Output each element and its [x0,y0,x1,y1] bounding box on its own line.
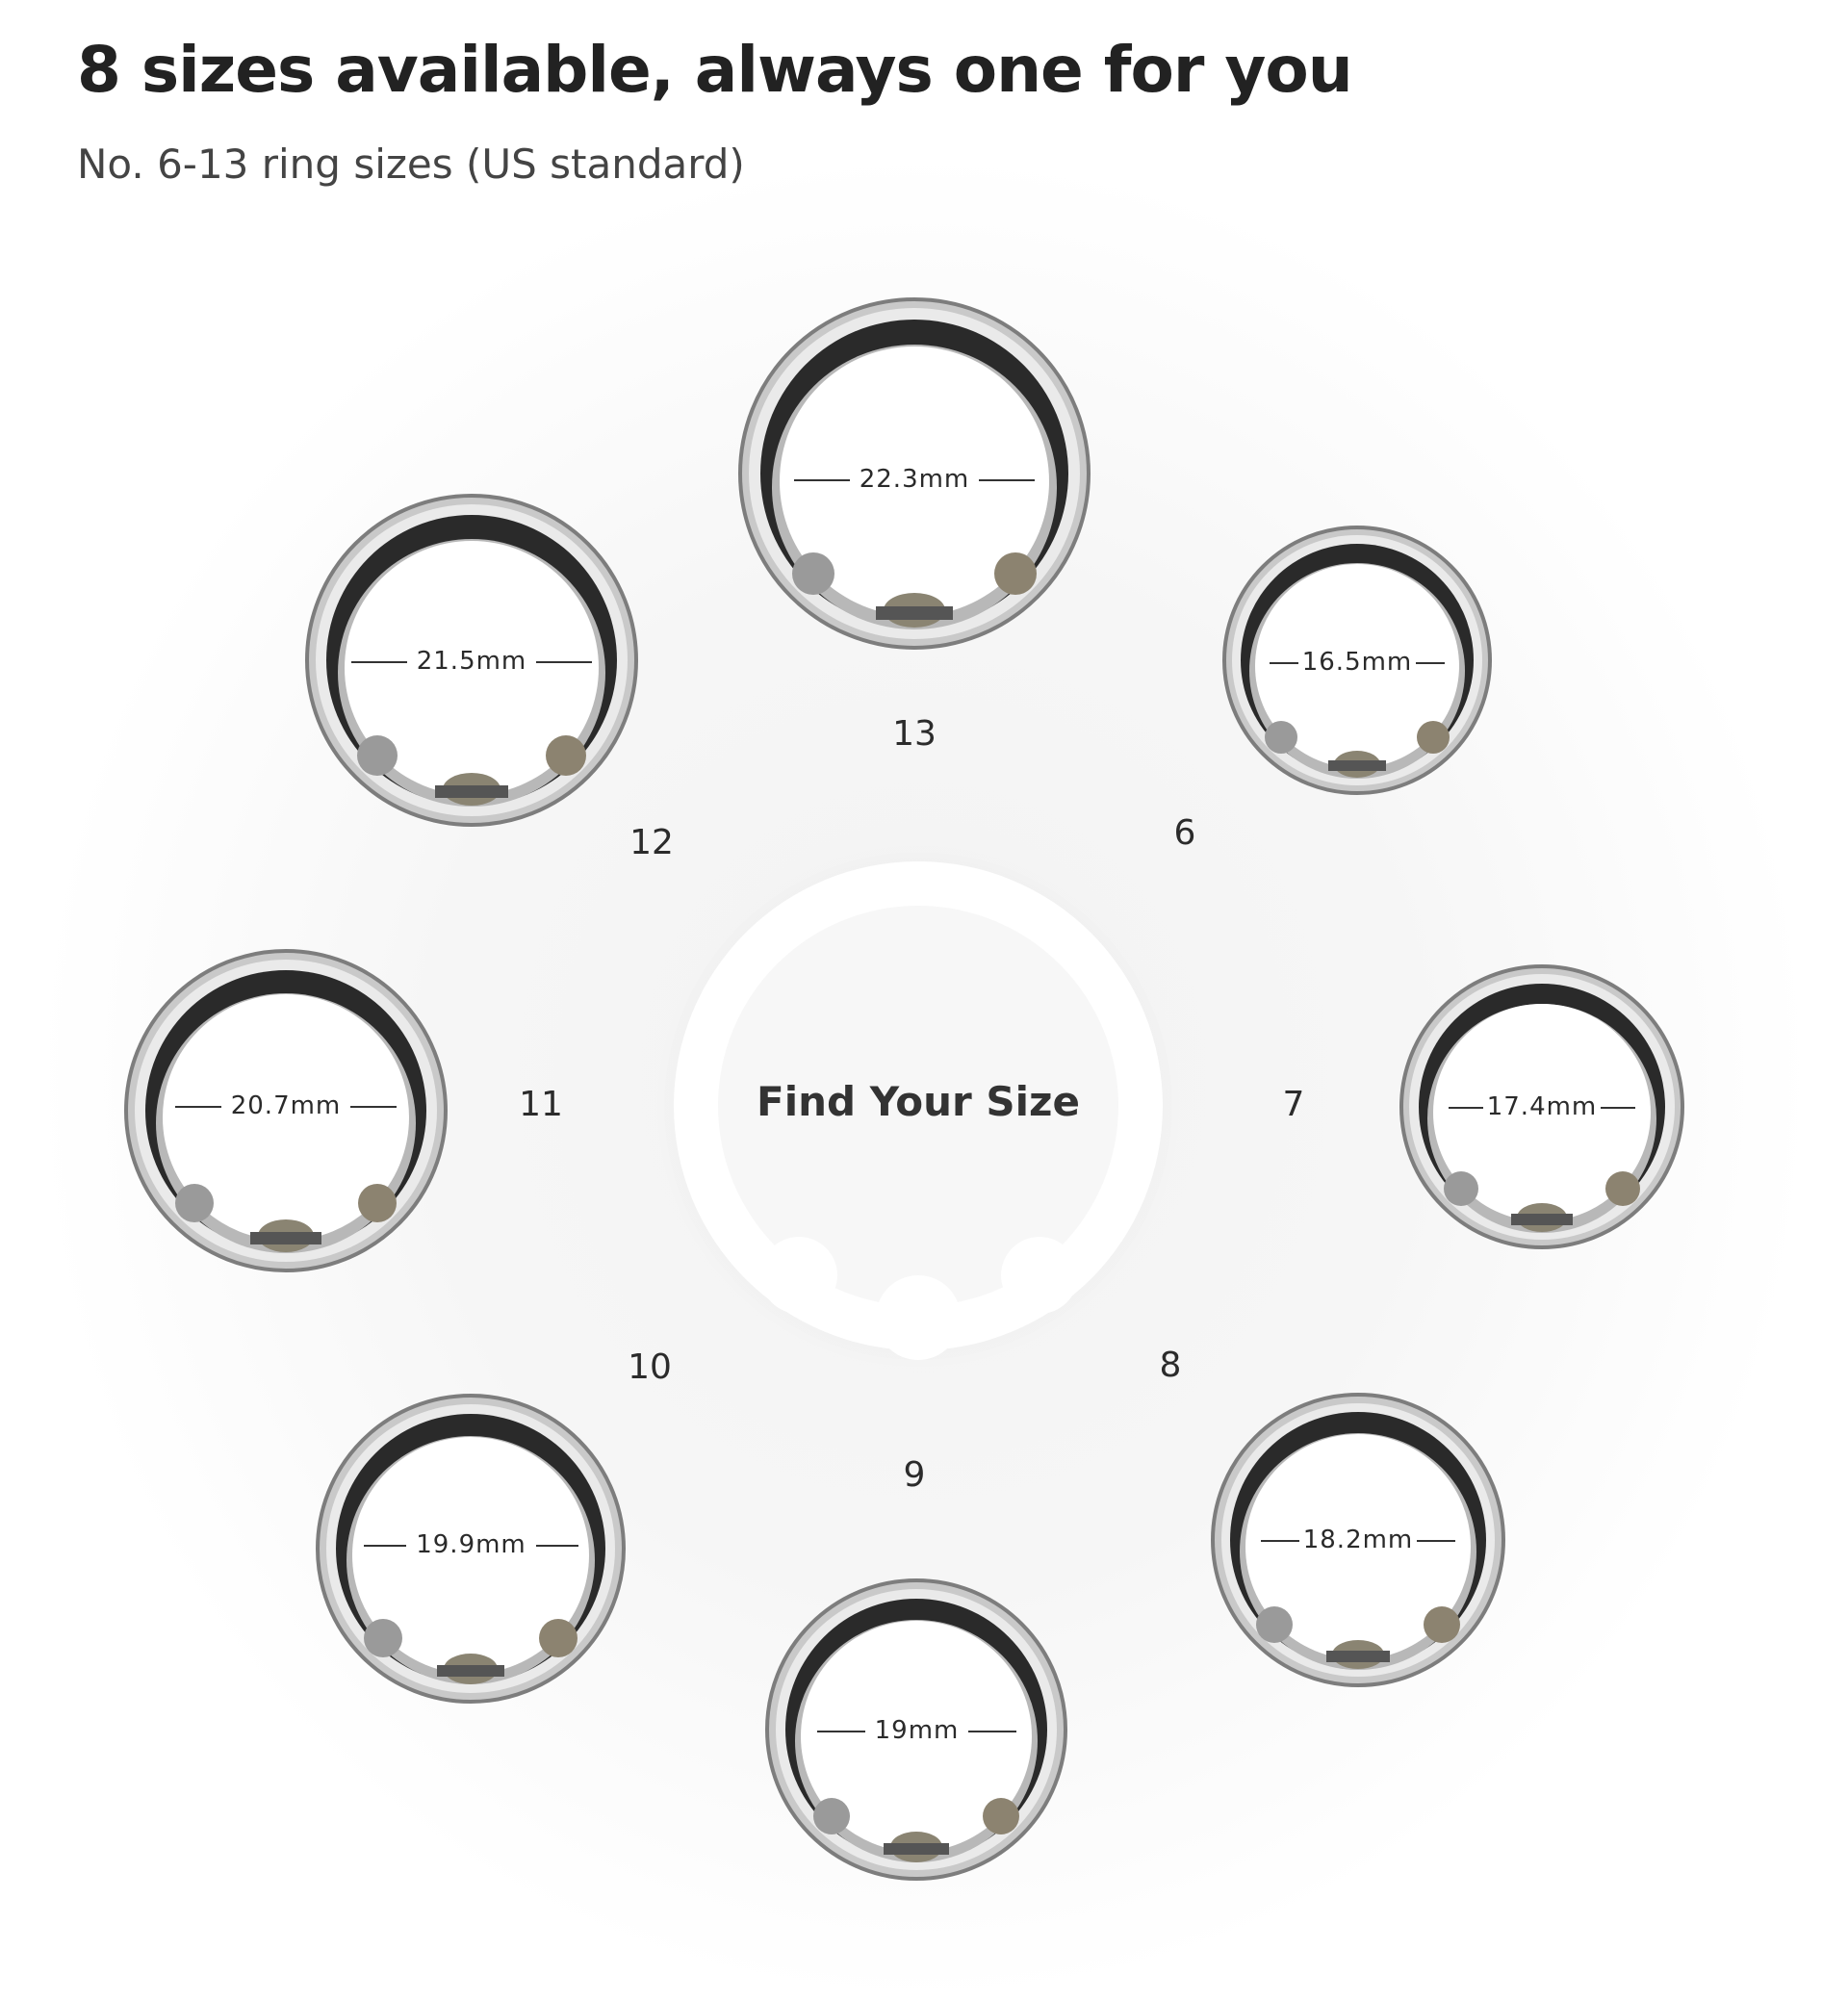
ring-10-measure-bar-right [536,1545,578,1547]
ring-12-diameter [298,647,645,676]
ring-10-diameter [310,1530,632,1559]
ring-8-measure-bar-right [1417,1540,1455,1542]
ring-13-diameter-text: 22.3mm [859,465,970,494]
ring-6-diameter [1218,648,1497,677]
size-number-10: 10 [628,1347,672,1387]
size-number-7: 7 [1282,1085,1305,1124]
ring-size-7[interactable] [1394,958,1690,1257]
ring-size-12[interactable] [298,486,645,835]
ring-11-measure-bar-left [175,1106,221,1108]
disc-bump-center [876,1275,961,1360]
ring-9-diameter-text: 19mm [874,1716,960,1745]
ring-10-diameter-text: 19.9mm [416,1530,526,1559]
ring-size-9[interactable] [760,1572,1073,1887]
size-number-8: 8 [1159,1346,1182,1385]
size-number-13: 13 [892,714,937,754]
disc-bump-left [760,1237,837,1314]
size-number-12: 12 [629,823,674,862]
page-title: 8 sizes available, always one for you [77,33,1352,107]
disc-bump-right [1001,1237,1078,1314]
size-number-11: 11 [519,1085,563,1124]
ring-11-diameter [117,1091,454,1120]
ring-13-diameter [732,465,1097,494]
ring-size-11[interactable] [117,941,454,1280]
size-number-6: 6 [1173,813,1196,853]
size-number-9: 9 [903,1455,926,1495]
ring-6-measure-bar-right [1416,662,1445,664]
ring-6-diameter-text: 16.5mm [1301,648,1413,677]
ring-12-measure-bar-left [351,661,407,663]
ring-size-13[interactable] [732,289,1097,659]
ring-13-measure-bar-left [794,479,850,481]
ring-size-6[interactable] [1218,520,1497,802]
ring-12-measure-bar-right [536,661,592,663]
ring-7-diameter [1394,1092,1690,1121]
ring-9-measure-bar-left [817,1731,865,1732]
ring-10-measure-bar-left [364,1545,406,1547]
page-subtitle: No. 6-13 ring sizes (US standard) [77,141,745,188]
ring-7-diameter-text: 17.4mm [1486,1092,1598,1121]
ring-8-diameter-text: 18.2mm [1302,1526,1414,1554]
ring-8-measure-bar-left [1261,1540,1299,1542]
ring-11-measure-bar-right [350,1106,397,1108]
ring-size-10[interactable] [310,1386,632,1711]
ring-8-diameter [1205,1526,1511,1554]
ring-13-measure-bar-right [979,479,1035,481]
ring-11-diameter-text: 20.7mm [230,1091,342,1120]
ring-size-8[interactable] [1205,1386,1511,1695]
find-your-size-button[interactable]: Find Your Size [757,1078,1080,1125]
ring-12-diameter-text: 21.5mm [416,647,527,676]
ring-7-measure-bar-right [1601,1107,1635,1109]
ring-9-diameter [760,1716,1073,1745]
ring-9-measure-bar-right [968,1731,1016,1732]
ring-7-measure-bar-left [1449,1107,1483,1109]
ring-6-measure-bar-left [1270,662,1298,664]
